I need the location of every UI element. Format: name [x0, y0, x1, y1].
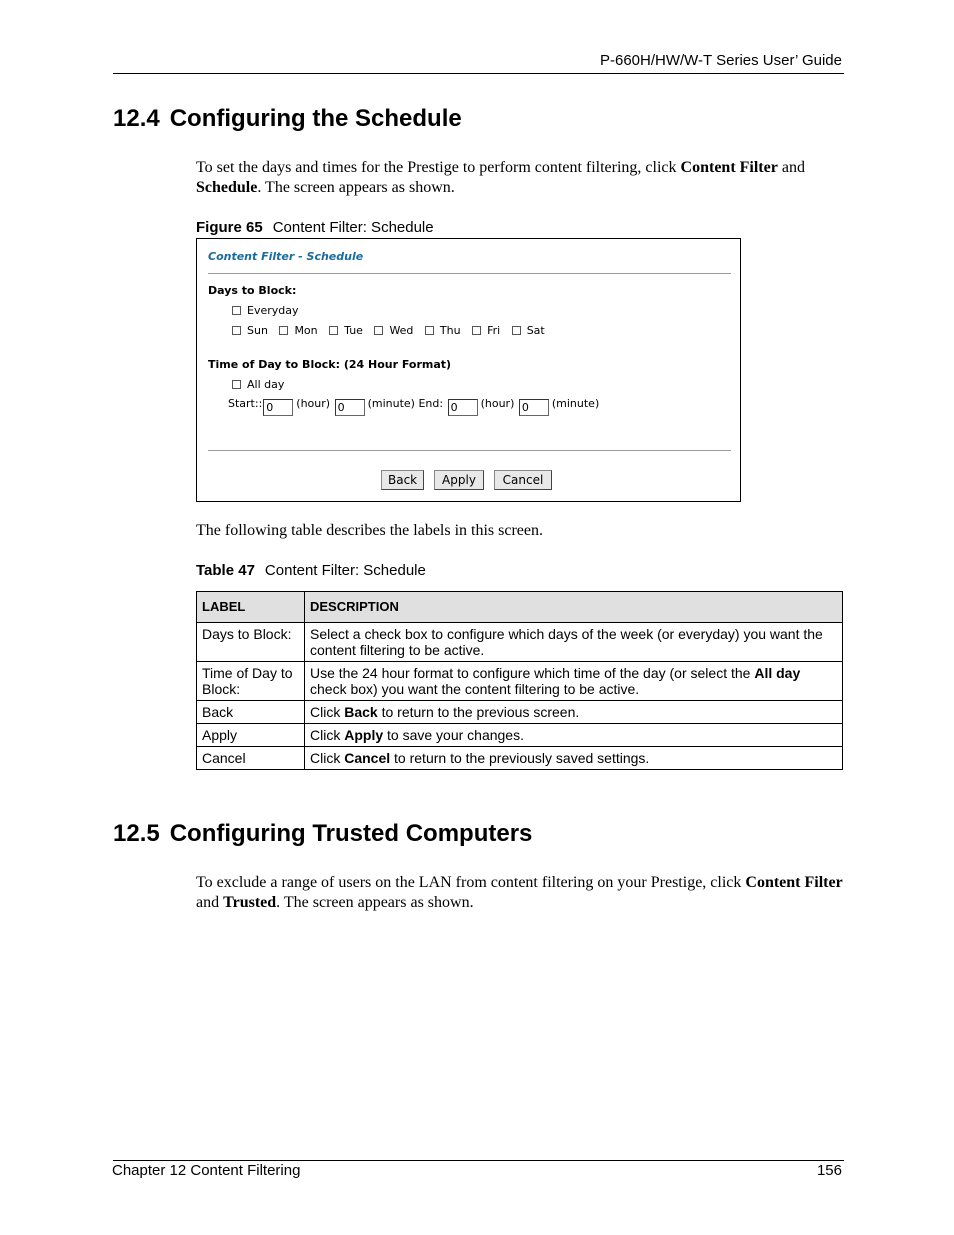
- desc-text: Click: [310, 727, 345, 743]
- figure-label: Figure 65: [196, 219, 263, 236]
- table-label: Table 47: [196, 562, 255, 579]
- sun-checkbox[interactable]: [232, 326, 241, 335]
- day-label: Sat: [526, 324, 545, 337]
- schedule-intro: [196, 158, 844, 198]
- row-description: [305, 747, 843, 770]
- start-hour-input[interactable]: 0: [263, 399, 293, 416]
- intro-text: To set the days and times for the Prestige to perform content filtering, click: [196, 159, 681, 176]
- desc-text: Use the 24 hour format to configure which time of the day (or select the: [310, 665, 755, 681]
- desc-text: Click: [310, 704, 345, 720]
- desc-text: check box) you want the content filtering to be active.: [310, 681, 640, 697]
- intro-bold: Trusted: [223, 894, 277, 911]
- desc-text: Click: [310, 750, 345, 766]
- start-minute-input[interactable]: 0: [335, 399, 365, 416]
- section-title: Configuring the Schedule: [169, 105, 462, 132]
- desc-text: to save your changes.: [383, 727, 524, 743]
- trusted-intro: [196, 873, 844, 913]
- tue-checkbox[interactable]: [329, 326, 338, 335]
- figure-caption-text: Content Filter: Schedule: [272, 219, 434, 236]
- row-description: [305, 724, 843, 747]
- day-item: [232, 324, 268, 337]
- table-header-row: [197, 592, 843, 623]
- day-item: [512, 324, 545, 337]
- footer-chapter: Chapter 12 Content Filtering: [112, 1162, 301, 1179]
- panel-bottom-rule: [208, 450, 731, 451]
- day-label: Tue: [344, 324, 363, 337]
- day-item: [472, 324, 500, 337]
- header-rule: [113, 73, 844, 74]
- column-header: DESCRIPTION: [305, 592, 843, 623]
- column-header: LABEL: [197, 592, 305, 623]
- everyday-label: Everyday: [247, 304, 299, 317]
- thu-checkbox[interactable]: [425, 326, 434, 335]
- desc-text: Select a check box to configure which days of the week (or everyday) you want the content filtering to be active.: [310, 626, 823, 658]
- row-label: Back: [197, 701, 305, 724]
- desc-bold: All day: [754, 665, 801, 681]
- section-number: 12.4: [113, 105, 160, 132]
- day-item: [425, 324, 461, 337]
- table-row: [197, 747, 843, 770]
- intro-bold: Content Filter: [745, 874, 843, 891]
- section-heading-schedule: [113, 105, 462, 133]
- day-item: [374, 324, 413, 337]
- intro-text: and: [777, 159, 805, 176]
- time-of-day-label: Time of Day to Block: (24 Hour Format): [208, 358, 452, 371]
- footer-rule: [113, 1160, 844, 1161]
- row-label: Apply: [197, 724, 305, 747]
- row-label: Days to Block:: [197, 623, 305, 662]
- table-row: [197, 724, 843, 747]
- cancel-button[interactable]: Cancel: [494, 470, 552, 490]
- hour-unit-label: (hour): [296, 397, 331, 410]
- desc-text: to return to the previous screen.: [377, 704, 580, 720]
- table-row: [197, 662, 843, 701]
- day-label: Thu: [439, 324, 461, 337]
- intro-bold: Content Filter: [680, 159, 778, 176]
- row-description: [305, 701, 843, 724]
- intro-text: and: [196, 894, 224, 911]
- table-caption: [196, 562, 426, 579]
- table-row: [197, 701, 843, 724]
- section-heading-trusted: [113, 820, 532, 848]
- desc-text: to return to the previously saved settings.: [390, 750, 650, 766]
- back-button[interactable]: Back: [381, 470, 424, 490]
- end-label: (minute) End:: [367, 397, 444, 410]
- end-hour-input[interactable]: 0: [448, 399, 478, 416]
- row-description: [305, 623, 843, 662]
- running-header: P-660H/HW/W-T Series User’ Guide: [599, 52, 842, 69]
- wed-checkbox[interactable]: [374, 326, 383, 335]
- desc-bold: Back: [344, 704, 378, 720]
- all-day-label: All day: [247, 378, 285, 391]
- day-item: [279, 324, 317, 337]
- schedule-labels-table: [196, 591, 843, 770]
- apply-button[interactable]: Apply: [434, 470, 484, 490]
- footer-page-number: 156: [816, 1162, 842, 1179]
- day-label: Fri: [487, 324, 501, 337]
- panel-title: Content Filter - Schedule: [208, 250, 364, 263]
- fri-checkbox[interactable]: [472, 326, 481, 335]
- all-day-row: [232, 378, 284, 391]
- desc-bold: Apply: [344, 727, 384, 743]
- minute-unit-label: (minute): [551, 397, 600, 410]
- everyday-checkbox[interactable]: [232, 306, 241, 315]
- start-label: Start::: [228, 397, 263, 410]
- row-label: Time of Day to Block:: [197, 662, 305, 701]
- row-label: Cancel: [197, 747, 305, 770]
- everyday-row: [232, 304, 299, 317]
- day-item: [329, 324, 363, 337]
- days-to-block-label: Days to Block:: [208, 284, 297, 297]
- end-minute-input[interactable]: 0: [519, 399, 549, 416]
- table-row: [197, 623, 843, 662]
- section-number: 12.5: [113, 820, 160, 847]
- desc-bold: Cancel: [344, 750, 391, 766]
- hour-unit-label: (hour): [480, 397, 515, 410]
- row-description: [305, 662, 843, 701]
- day-label: Wed: [389, 324, 414, 337]
- day-label: Mon: [294, 324, 318, 337]
- sat-checkbox[interactable]: [512, 326, 521, 335]
- all-day-checkbox[interactable]: [232, 380, 241, 389]
- intro-text: . The screen appears as shown.: [257, 179, 455, 196]
- intro-text: To exclude a range of users on the LAN from content filtering on your Prestige, click: [196, 874, 746, 891]
- figure-caption: [196, 219, 434, 236]
- intro-text: . The screen appears as shown.: [276, 894, 474, 911]
- table-caption-text: Content Filter: Schedule: [264, 562, 426, 579]
- panel-top-rule: [208, 273, 731, 274]
- schedule-screenshot: [196, 238, 741, 502]
- table-intro: The following table describes the labels in this screen.: [196, 522, 544, 539]
- section-title: Configuring Trusted Computers: [169, 820, 533, 847]
- mon-checkbox[interactable]: [279, 326, 288, 335]
- time-inputs-row: [228, 397, 599, 416]
- day-label: Sun: [247, 324, 268, 337]
- days-row: [232, 324, 553, 337]
- intro-bold: Schedule: [196, 179, 258, 196]
- button-bar: [381, 470, 562, 490]
